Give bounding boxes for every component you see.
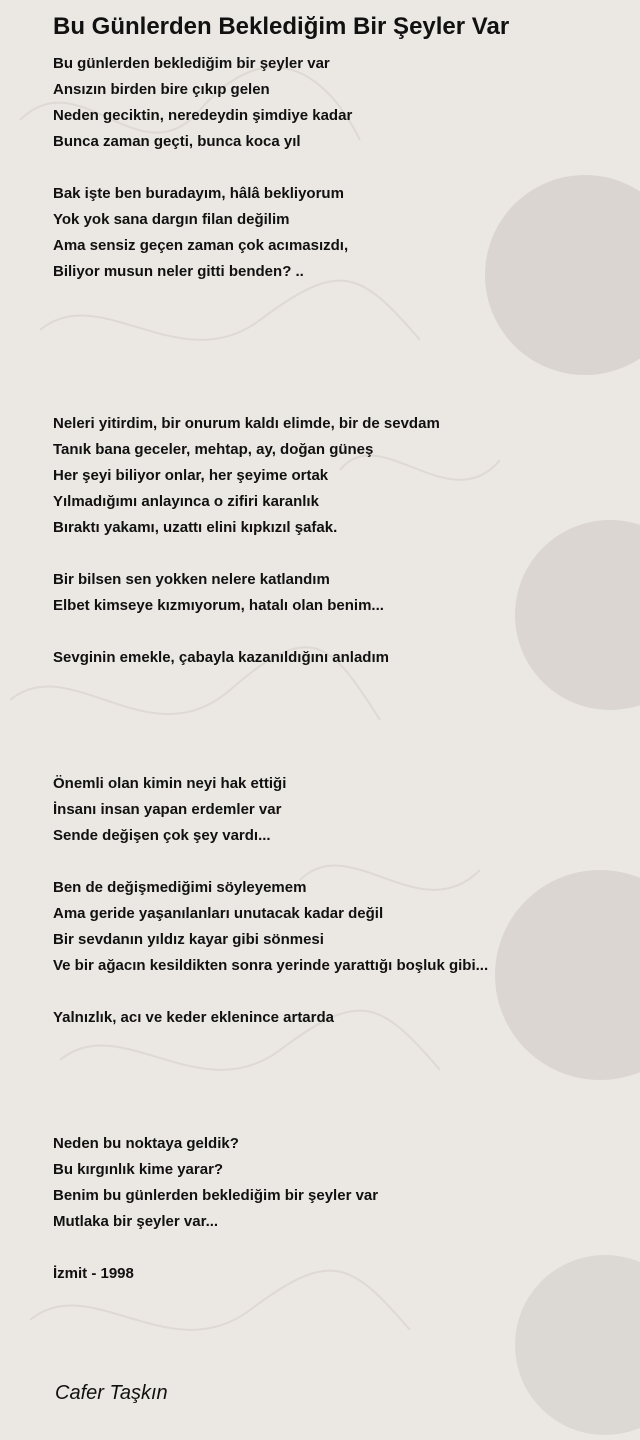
poem-line: Biliyor musun neler gitti benden? ..	[53, 263, 304, 280]
poem-line: Neleri yitirdim, bir onurum kaldı elimde, bir de sevdam	[53, 415, 440, 432]
poem-line: Bıraktı yakamı, uzattı elini kıpkızıl şafak.	[53, 519, 338, 536]
poem-line: Ve bir ağacın kesildikten sonra yerinde yarattığı boşluk gibi...	[53, 957, 489, 974]
poem-line: Bu kırgınlık kime yarar?	[53, 1161, 224, 1178]
poem-line: Yok yok sana dargın filan değilim	[53, 211, 290, 228]
poem-line: Bunca zaman geçti, bunca koca yıl	[53, 133, 301, 150]
poem-line: Tanık bana geceler, mehtap, ay, doğan güneş	[53, 441, 374, 458]
poem-line: Ansızın birden bire çıkıp gelen	[53, 81, 270, 98]
poem-place-date: İzmit - 1998	[53, 1265, 134, 1282]
poem-line: Bir bilsen sen yokken nelere katlandım	[53, 571, 330, 588]
poem-line: Bak işte ben buradayım, hâlâ bekliyorum	[53, 185, 344, 202]
poem-line: Mutlaka bir şeyler var...	[53, 1213, 219, 1230]
poem-line: Ama geride yaşanılanları unutacak kadar değil	[53, 905, 384, 922]
poem-line: Ama sensiz geçen zaman çok acımasızdı,	[53, 237, 349, 254]
poem-line: Elbet kimseye kızmıyorum, hatalı olan benim...	[53, 597, 384, 614]
poem-line: Bu günlerden beklediğim bir şeyler var	[53, 55, 330, 72]
poem-line: Önemli olan kimin neyi hak ettiği	[53, 775, 287, 792]
poem-line: Her şeyi biliyor onlar, her şeyime ortak	[53, 467, 329, 484]
poem-line: İnsanı insan yapan erdemler var	[53, 801, 282, 818]
poem-line: Sende değişen çok şey vardı...	[53, 827, 271, 844]
poem-line: Yılmadığımı anlayınca o zifiri karanlık	[53, 493, 319, 510]
poem-line: Bir sevdanın yıldız kayar gibi sönmesi	[53, 931, 324, 948]
poem-title: Bu Günlerden Beklediğim Bir Şeyler Var	[53, 13, 510, 40]
poem-author: Cafer Taşkın	[55, 1382, 168, 1404]
poem-line: Benim bu günlerden beklediğim bir şeyler var	[53, 1187, 379, 1204]
poem-line: Sevginin emekle, çabayla kazanıldığını anladım	[53, 649, 389, 666]
poem-line: Yalnızlık, acı ve keder eklenince artarda	[53, 1009, 334, 1026]
poem-line: Neden bu noktaya geldik?	[53, 1135, 239, 1152]
poem-line: Neden geciktin, neredeydin şimdiye kadar	[53, 107, 353, 124]
poem-line: Ben de değişmediğimi söyleyemem	[53, 879, 307, 896]
